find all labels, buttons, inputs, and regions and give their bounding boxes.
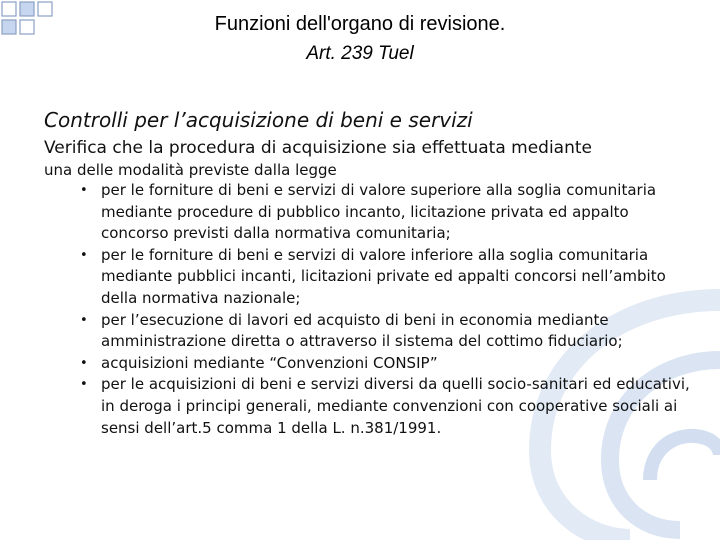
list-item-text: per le forniture di beni e servizi di valore superiore alla soglia comunitaria mediante procedure di pubblico incanto, licitazione privata ed appalto concorso previsti dalla normativa comunitaria; bbox=[101, 181, 657, 243]
page-subtitle: Art. 239 Tuel bbox=[306, 43, 414, 64]
list-item bbox=[80, 310, 690, 353]
bullet-icon: • bbox=[80, 247, 88, 263]
list-item-text: per le forniture di beni e servizi di valore inferiore alla soglia comunitaria mediante pubblici incanti, licitazioni private ed appalti concorsi nell’ambito della normativa nazionale; bbox=[101, 245, 666, 307]
page-title: Funzioni dell'organo di revisione. bbox=[214, 13, 506, 35]
bullet-icon: • bbox=[80, 377, 88, 393]
list-item-text: acquisizioni mediante “Convenzioni CONSIP” bbox=[101, 353, 438, 372]
list-item bbox=[80, 245, 690, 310]
list-item bbox=[80, 374, 690, 439]
bullet-icon: • bbox=[80, 183, 88, 198]
list-item bbox=[80, 180, 690, 245]
intro-line-1: Verifica che la procedura di acquisizione sia effettuata mediante bbox=[44, 138, 593, 158]
bullet-icon: • bbox=[80, 355, 88, 371]
list-item-text: per le acquisizioni di beni e servizi diversi da quelli socio-sanitari ed educativi, in deroga i principi generali, mediante convenzioni con cooperative sociali ai sensi dell’art.5 comma 1 della L. n.381/1991. bbox=[101, 375, 690, 437]
list-item bbox=[80, 353, 690, 375]
bullet-icon: • bbox=[80, 312, 88, 328]
list-item-text: per l’esecuzione di lavori ed acquisto di beni in economia mediante amministrazione diretta o attraverso il sistema del cottimo fiduciario; bbox=[101, 310, 623, 351]
bullet-list bbox=[80, 180, 690, 439]
section-heading: Controlli per l’acquisizione di beni e servizi bbox=[44, 108, 473, 132]
intro-line-2: una delle modalità previste dalla legge bbox=[44, 161, 337, 179]
